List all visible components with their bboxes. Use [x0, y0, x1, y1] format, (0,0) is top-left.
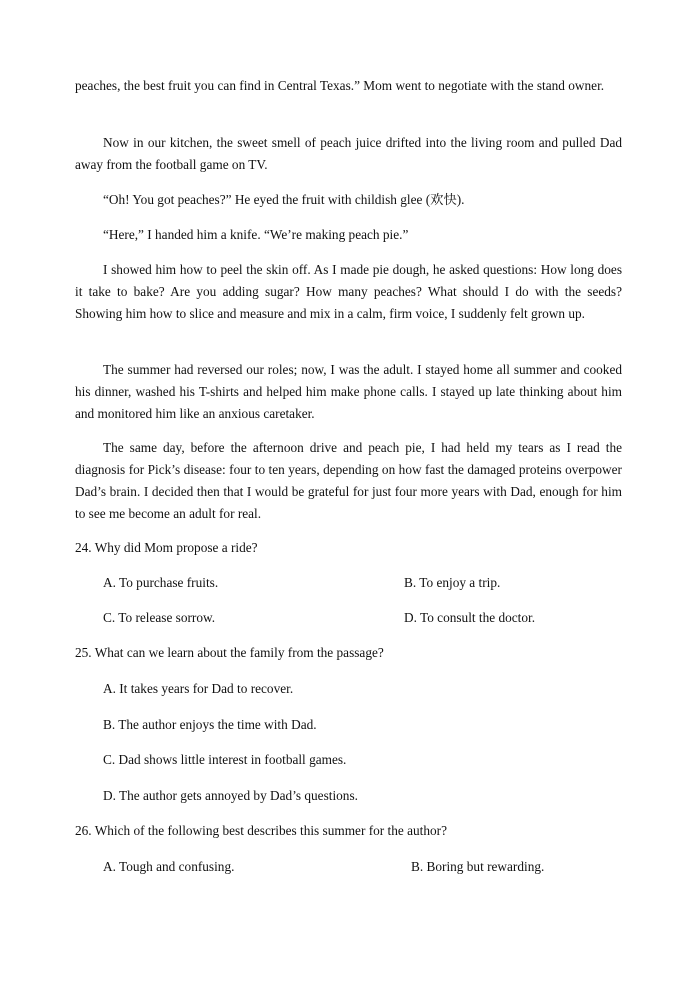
option-a: A. It takes years for Dad to recover.: [103, 681, 294, 696]
passage-paragraph: [75, 259, 622, 325]
option-c: C. Dad shows little interest in football games.: [103, 752, 347, 767]
passage-paragraph: [75, 437, 622, 525]
passage-paragraph: [75, 75, 622, 97]
option-d: D. To consult the doctor.: [404, 610, 536, 625]
question-stem: 24. Why did Mom propose a ride?: [75, 540, 258, 555]
passage-paragraph: [75, 189, 622, 211]
passage-text: The summer had reversed our roles; now, I was the adult. I stayed home all summer and cooked his dinner, washed his T-shirts and helped him make phone calls. I stayed up late thinking about him and monitored him like an anxious caretaker.: [75, 362, 622, 421]
passage-text: I showed him how to peel the skin off. As I made pie dough, he asked questions: How long does it take to bake? Are you adding sugar? How many peaches? What should I do with the seeds? Showing him how to slice and measure and mix in a calm, firm voice, I suddenly felt grown up.: [75, 262, 622, 321]
option-b: B. To enjoy a trip.: [404, 575, 501, 590]
option-a: A. To purchase fruits.: [103, 575, 219, 590]
passage-paragraph: [75, 224, 622, 246]
option-b: B. Boring but rewarding.: [411, 859, 545, 874]
option-a: A. Tough and confusing.: [103, 859, 235, 874]
passage-text: Now in our kitchen, the sweet smell of peach juice drifted into the living room and pulled Dad away from the football game on TV.: [75, 135, 622, 172]
passage-paragraph: [75, 132, 622, 176]
passage-text: peaches, the best fruit you can find in Central Texas.” Mom went to negotiate with the stand owner.: [75, 78, 605, 93]
question-24: [75, 537, 622, 559]
option-d: D. The author gets annoyed by Dad’s questions.: [103, 788, 358, 803]
passage-text: “Oh! You got peaches?” He eyed the fruit with childish glee (欢快).: [103, 192, 465, 207]
passage-text: “Here,” I handed him a knife. “We’re making peach pie.”: [103, 227, 409, 242]
passage-text: The same day, before the afternoon drive and peach pie, I had held my tears as I read the diagnosis for Pick’s disease: four to ten years, depending on how fast the damaged proteins overpower Dad’s brain. I decided then that I would be grateful for just four more years with Dad, enough for him to see me become an adult for real.: [75, 440, 622, 521]
passage-paragraph: [75, 359, 622, 425]
question-stem: 26. Which of the following best describes this summer for the author?: [75, 823, 447, 838]
question-stem: 25. What can we learn about the family from the passage?: [75, 645, 384, 660]
option-b: B. The author enjoys the time with Dad.: [103, 717, 317, 732]
question-25: [75, 642, 622, 664]
option-c: C. To release sorrow.: [103, 610, 216, 625]
question-26: [75, 820, 622, 842]
